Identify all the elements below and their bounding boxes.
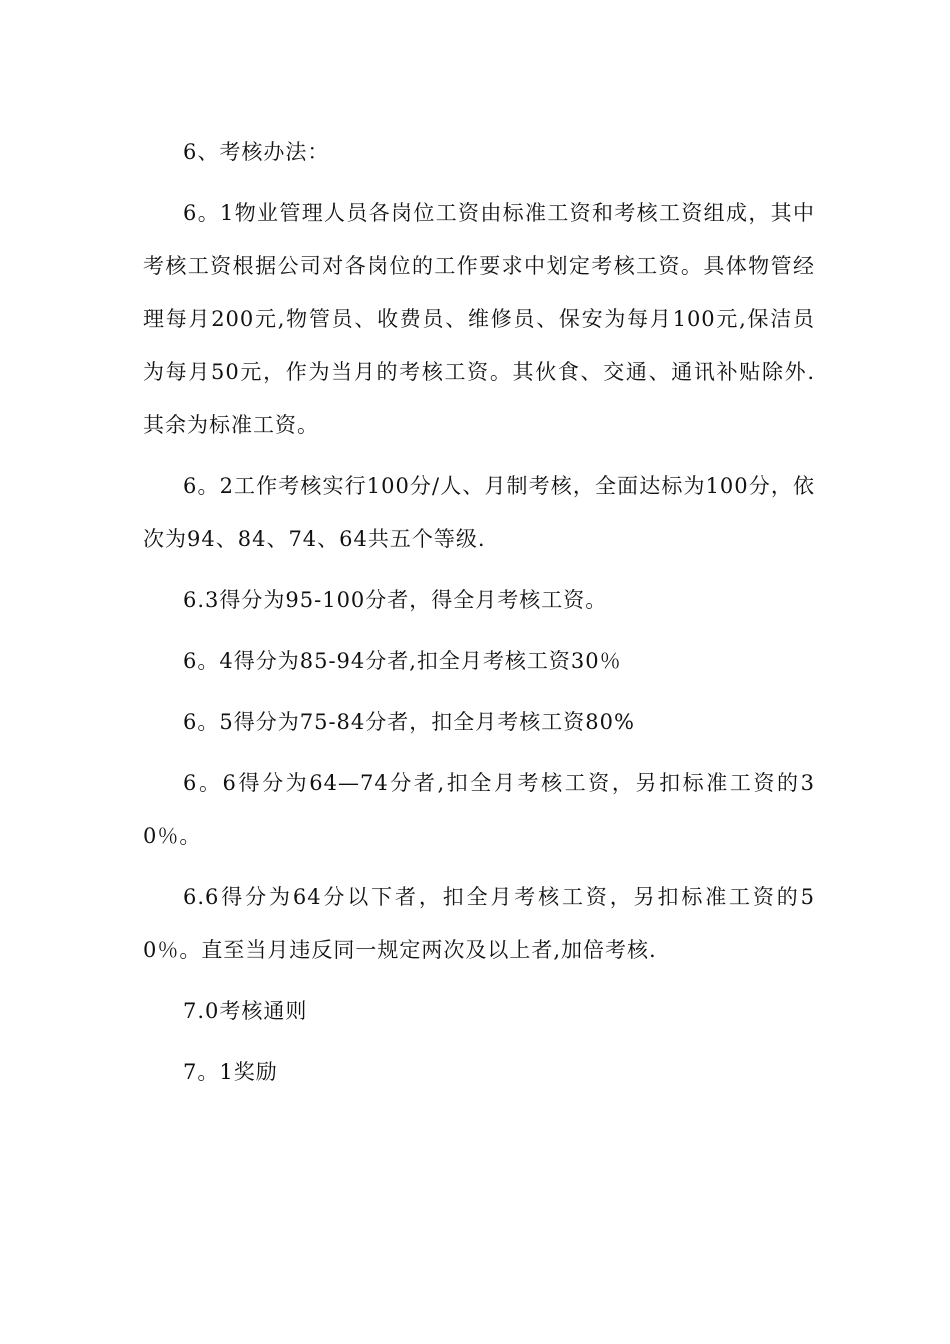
- paragraph-6-6: 6。6得分为64—74分者,扣全月考核工资，另扣标准工资的30％。: [143, 771, 815, 848]
- paragraph-6-6-below-64: 6.6得分为64分以下者，扣全月考核工资，另扣标准工资的50％。直至当月违反同一规定两次及以上者,加倍考核.: [143, 885, 815, 962]
- paragraph-6-2: 6。2工作考核实行100分/人、月制考核，全面达标为100分，依次为94、84、74、64共五个等级.: [143, 474, 815, 551]
- paragraph-6-1: 6。1物业管理人员各岗位工资由标准工资和考核工资组成，其中考核工资根据公司对各岗位的工作要求中划定考核工资。具体物管经理每月200元,物管员、收费员、维修员、保安为每月100元,保洁员为每月50元，作为当月的考核工资。其伙食、交通、通讯补贴除外.其余为标准工资。: [143, 201, 815, 437]
- section-heading-6: 6、考核办法：: [183, 140, 330, 164]
- paragraph-6-5: 6。5得分为75-84分者，扣全月考核工资80%: [183, 710, 635, 734]
- paragraph-6-3: 6.3得分为95-100分者，得全月考核工资。: [183, 588, 608, 612]
- document-body: [143, 126, 815, 1107]
- section-heading-7: 7.0考核通则: [183, 999, 308, 1023]
- paragraph-6-4: 6。4得分为85-94分者,扣全月考核工资30％: [183, 649, 622, 673]
- section-heading-7-1: 7。1奖励: [183, 1060, 278, 1084]
